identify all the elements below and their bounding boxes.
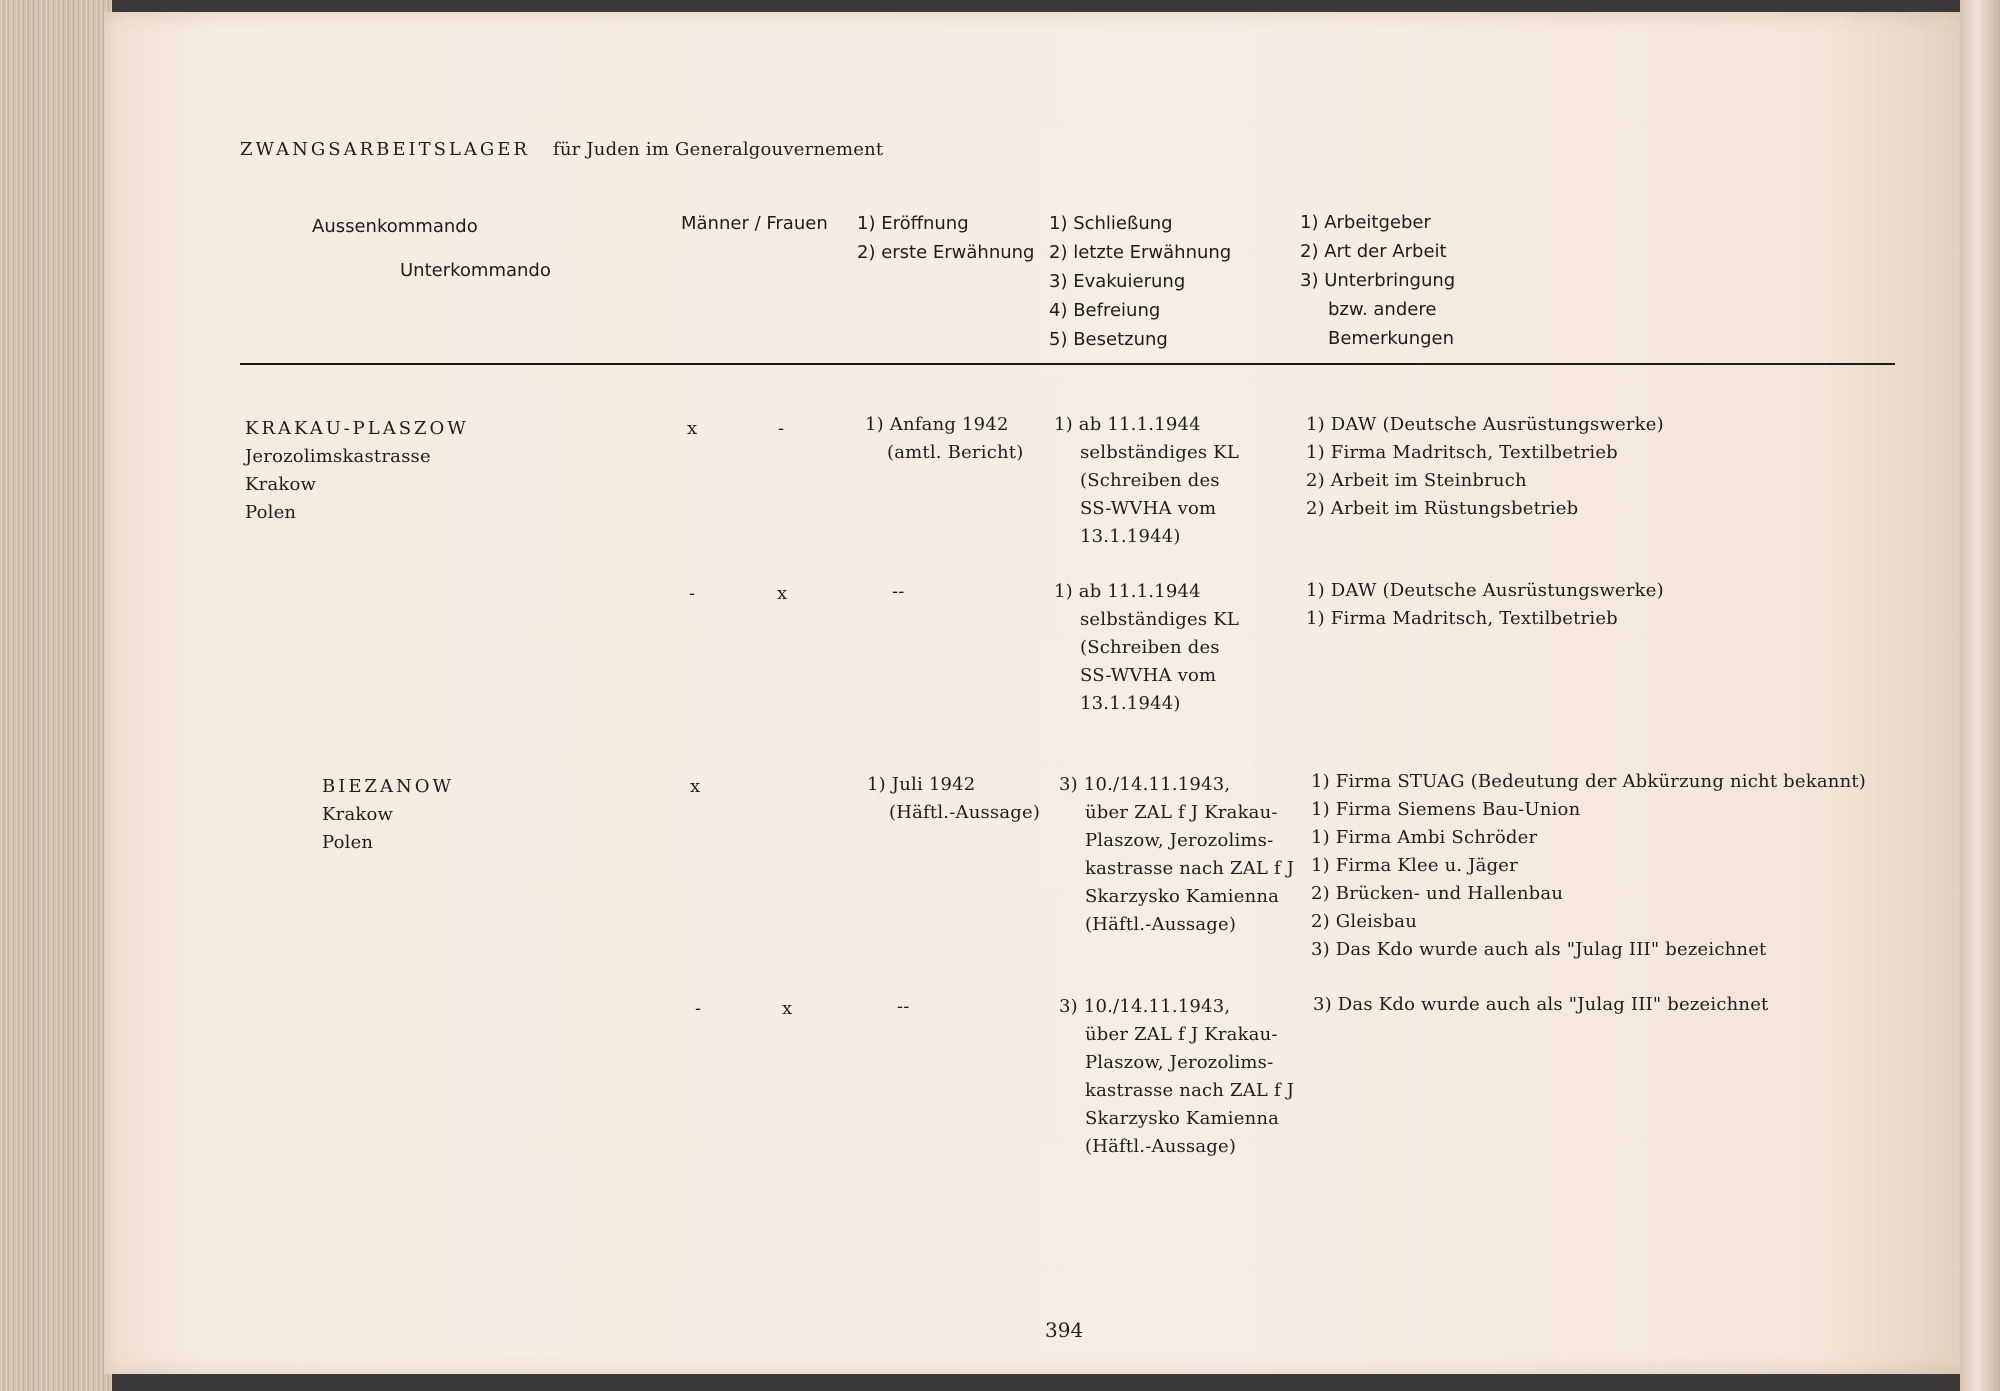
header-line: bzw. andere <box>1328 299 1437 320</box>
closing-line: selbständiges KL <box>1080 609 1239 630</box>
closing-cell <box>1054 411 1239 551</box>
work-line: 2) Gleisbau <box>1311 911 1418 932</box>
place-line: Polen <box>322 832 374 853</box>
work-cell <box>1306 577 1664 633</box>
place-biezanow <box>322 773 454 857</box>
opening-line: 1) Anfang 1942 <box>865 414 1009 435</box>
header-line: 2) erste Erwähnung <box>857 242 1035 263</box>
column-header-aussenkommando: Aussenkommando <box>312 216 478 237</box>
women-marker: - <box>778 418 785 439</box>
work-line: 1) DAW (Deutsche Ausrüstungswerke) <box>1306 414 1664 435</box>
closing-line: Skarzysko Kamienna <box>1085 1108 1280 1129</box>
closing-line: kastrasse nach ZAL f J <box>1085 858 1295 879</box>
work-cell <box>1306 411 1664 523</box>
closing-cell <box>1054 578 1239 718</box>
men-marker: - <box>695 998 702 1019</box>
work-line: 1) Firma STUAG (Bedeutung der Abkürzung nicht bekannt) <box>1311 771 1867 792</box>
men-marker: - <box>689 583 696 604</box>
column-header-maenner-frauen: Männer / Frauen <box>681 213 828 234</box>
header-line: 4) Befreiung <box>1049 300 1161 321</box>
opening-cell <box>897 993 910 1021</box>
page-number: 394 <box>1045 1318 1084 1342</box>
right-page-edge <box>1960 0 2000 1391</box>
closing-line: 1) ab 11.1.1944 <box>1054 581 1201 602</box>
work-line: 1) Firma Siemens Bau-Union <box>1311 799 1581 820</box>
page-title: ZWANGSARBEITSLAGER <box>240 139 530 160</box>
work-line: 3) Das Kdo wurde auch als "Julag III" bezeichnet <box>1311 939 1767 960</box>
men-marker: x <box>690 776 701 797</box>
work-line: 1) DAW (Deutsche Ausrüstungswerke) <box>1306 580 1664 601</box>
work-line: 1) Firma Klee u. Jäger <box>1311 855 1518 876</box>
work-cell <box>1313 991 1769 1019</box>
women-marker: x <box>777 583 788 604</box>
work-line: 1) Firma Madritsch, Textilbetrieb <box>1306 442 1618 463</box>
column-header-eroeffnung <box>857 209 1035 267</box>
header-line: 1) Arbeitgeber <box>1300 212 1431 233</box>
header-line: 3) Unterbringung <box>1300 270 1456 291</box>
work-line: 1) Firma Ambi Schröder <box>1311 827 1538 848</box>
place-line: Krakow <box>322 804 394 825</box>
closing-line: 13.1.1944) <box>1080 526 1181 547</box>
closing-line: kastrasse nach ZAL f J <box>1085 1080 1295 1101</box>
header-line: 1) Eröffnung <box>857 213 969 234</box>
place-line: Krakow <box>245 474 317 495</box>
header-line: Bemerkungen <box>1328 328 1455 349</box>
place-line: Jerozolimskastrasse <box>245 446 431 467</box>
header-line: 1) Schließung <box>1049 213 1173 234</box>
closing-line: (Häftl.-Aussage) <box>1085 914 1237 935</box>
closing-line: über ZAL f J Krakau- <box>1085 802 1278 823</box>
header-line: 3) Evakuierung <box>1049 271 1186 292</box>
closing-line: 3) 10./14.11.1943, <box>1059 774 1231 795</box>
work-cell <box>1311 768 1866 964</box>
work-line: 1) Firma Madritsch, Textilbetrieb <box>1306 608 1618 629</box>
place-title: KRAKAU-PLASZOW <box>245 418 469 439</box>
closing-line: Plaszow, Jerozolims- <box>1085 830 1274 851</box>
column-header-arbeitgeber <box>1300 208 1455 353</box>
opening-line: -- <box>892 581 905 602</box>
page-subtitle: für Juden im Generalgouvernement <box>553 139 884 160</box>
opening-line: (Häftl.-Aussage) <box>889 802 1041 823</box>
closing-line: SS-WVHA vom <box>1080 665 1217 686</box>
closing-line: 13.1.1944) <box>1080 693 1181 714</box>
place-krakau-plaszow <box>245 415 469 527</box>
opening-line: 1) Juli 1942 <box>867 774 976 795</box>
work-line: 2) Arbeit im Rüstungsbetrieb <box>1306 498 1579 519</box>
women-marker: x <box>782 998 793 1019</box>
closing-line: 3) 10./14.11.1943, <box>1059 996 1231 1017</box>
opening-cell <box>867 771 1040 827</box>
header-line: 2) Art der Arbeit <box>1300 241 1447 262</box>
opening-cell <box>892 578 905 606</box>
work-line: 3) Das Kdo wurde auch als "Julag III" bezeichnet <box>1313 994 1769 1015</box>
closing-line: SS-WVHA vom <box>1080 498 1217 519</box>
place-line: Polen <box>245 502 297 523</box>
closing-line: Plaszow, Jerozolims- <box>1085 1052 1274 1073</box>
opening-line: (amtl. Bericht) <box>887 442 1024 463</box>
closing-cell <box>1059 993 1294 1161</box>
book-page-edges <box>0 0 112 1391</box>
header-line: 2) letzte Erwähnung <box>1049 242 1232 263</box>
work-line: 2) Arbeit im Steinbruch <box>1306 470 1527 491</box>
column-header-schliessung <box>1049 209 1231 354</box>
column-header-unterkommando: Unterkommando <box>400 260 551 281</box>
closing-line: über ZAL f J Krakau- <box>1085 1024 1278 1045</box>
closing-line: (Schreiben des <box>1080 637 1220 658</box>
header-rule <box>240 363 1895 365</box>
opening-cell <box>865 411 1023 467</box>
work-line: 2) Brücken- und Hallenbau <box>1311 883 1564 904</box>
header-line: 5) Besetzung <box>1049 329 1168 350</box>
closing-cell <box>1059 771 1294 939</box>
closing-line: 1) ab 11.1.1944 <box>1054 414 1201 435</box>
closing-line: Skarzysko Kamienna <box>1085 886 1280 907</box>
closing-line: (Häftl.-Aussage) <box>1085 1136 1237 1157</box>
closing-line: selbständiges KL <box>1080 442 1239 463</box>
closing-line: (Schreiben des <box>1080 470 1220 491</box>
opening-line: -- <box>897 996 910 1017</box>
men-marker: x <box>687 418 698 439</box>
place-title: BIEZANOW <box>322 776 454 797</box>
